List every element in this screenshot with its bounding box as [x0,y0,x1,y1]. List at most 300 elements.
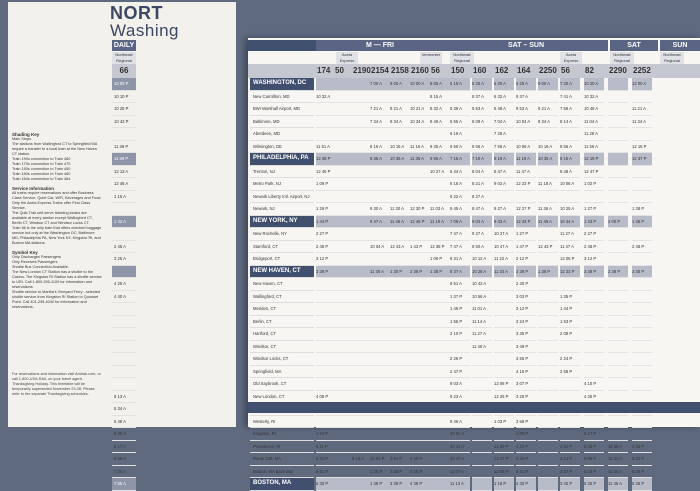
station-label: New Haven, CT [250,278,314,291]
time-cell: 10 20 A [584,78,604,91]
time-cell: 10 25 A [560,203,580,216]
time-cell [334,316,354,329]
time-cell: 10 04 A [516,116,536,129]
time-cell [608,191,628,204]
time-cell [334,466,354,479]
time-cell [584,303,604,316]
time-cell: 7 06 A [450,216,470,229]
time-cell [632,178,652,191]
time-cell: 2 58 P [560,366,580,379]
time-cell [112,228,136,241]
time-cell [390,228,410,241]
symbol-note: Shuttle service to Martha's Vineyard Ferry - selected shuttle service from Kingston RI Station to Quonset Point. Call 401-295-4040 for information and reservations. [12,290,101,309]
time-cell [352,153,372,166]
time-cell: 1 06 P [430,253,450,266]
time-cell [410,178,430,191]
time-cell: 3 12 P [516,303,536,316]
time-cell [352,441,372,454]
time-cell: 4 25 A [112,278,136,291]
time-cell [494,291,514,304]
train-time-column [584,78,604,491]
time-cell: 3 35 P [632,266,652,279]
station-label: Bridgeport, CT [250,253,314,266]
time-cell [516,128,536,141]
time-cell: 2 24 P [560,353,580,366]
time-cell [494,278,514,291]
time-cell: 10 42 P [112,116,136,129]
left-time-column [112,78,136,491]
time-cell: 3 25 A [112,253,136,266]
time-cell: 8 15 A [430,91,450,104]
time-cell [472,466,492,479]
time-cell: 9 03 A [450,378,470,391]
time-cell [430,328,450,341]
service-note: All trains require reservations and offer Business Class Service, Quiet Car, WiFi, Beverages and Food. [12,191,102,200]
time-cell: 6 50 A [450,141,470,154]
time-cell [608,116,628,129]
station-label: Newark, NJ [250,203,314,216]
time-cell [112,366,136,379]
time-cell: 7 21 A [370,103,390,116]
time-cell: 5 37 A [472,91,492,104]
time-cell: 2 38 P [410,266,430,279]
time-cell [370,353,390,366]
time-cell: 1 46 P [450,303,470,316]
sun-tab: SUN [660,40,700,51]
time-cell [352,141,372,154]
time-cell: 6 17 A [112,441,136,454]
time-cell [632,278,652,291]
time-cell [608,316,628,329]
time-cell [632,128,652,141]
time-cell [370,228,390,241]
sat-sun-tab: SAT – SUN [444,40,608,51]
time-cell [472,453,492,466]
station-hub-label: WASHINGTON, DC [250,78,314,91]
time-cell: 1 09 P [316,178,336,191]
symbol-note: The New London CT Station has a shuttle to the Casino. The Kingston RI Station has a shuttle service to URI. Call 1-800-295-1100 for information and reservations. [12,270,102,289]
time-cell: 11 36 P [112,141,136,154]
train-time-column [370,78,390,491]
time-cell: 6 58 A [112,453,136,466]
time-cell: 10 44 A [560,216,580,229]
time-cell: 10 34 A [410,116,430,129]
time-cell: 1 27 P [516,228,536,241]
time-cell [334,241,354,254]
time-cell [410,166,430,179]
time-cell: 4 09 P [516,428,536,441]
time-cell [430,428,450,441]
time-cell [538,353,558,366]
time-cell: 3 14 P [560,453,580,466]
time-cell [370,291,390,304]
train-number: 2154 [371,66,389,75]
time-cell [334,253,354,266]
time-cell: 6 18 P [584,466,604,479]
symbol-note: Only Discharges Passengers [12,255,61,259]
time-cell: 7 15 A [450,153,470,166]
time-cell: 11 47 A [560,241,580,254]
time-cell: 9 56 A [430,153,450,166]
time-cell [112,316,136,329]
station-label: Berlin, CT [250,316,314,329]
time-cell [370,328,390,341]
time-cell: 9 43 A [494,216,514,229]
time-cell [334,441,354,454]
station-label: Newark Liberty Intl. Airport, NJ [250,191,314,204]
time-cell: 4 16 P [516,366,536,379]
symbol-note: Shuttle Bus Connection Available. [12,265,69,269]
time-cell [450,341,470,354]
time-cell [608,278,628,291]
shading-note: Train 170s connection to Train 470 [12,162,71,166]
time-cell: 1 03 P [494,416,514,429]
station-hub-label: BOSTON, MA [250,478,314,491]
time-cell: 4 25 P [410,466,430,479]
time-cell: 3 55 P [516,353,536,366]
station-label: New London, CT [250,391,314,404]
time-cell: 12 38 P [430,241,450,254]
time-cell: 3 25 P [390,466,410,479]
time-cell: 1 26 P [316,203,336,216]
time-cell [410,91,430,104]
time-cell: 11 01 A [472,303,492,316]
time-cell: 9 25 A [516,78,536,91]
train-number: 50 [335,66,344,75]
time-cell [316,328,336,341]
time-cell [390,441,410,454]
station-hub-label: NEW HAVEN, CT [250,266,314,279]
time-cell [494,191,514,204]
time-cell [430,378,450,391]
train-time-column [608,78,628,491]
time-cell [608,328,628,341]
time-cell: 11 51 A [316,141,336,154]
time-cell: 4 30 P [516,478,536,491]
time-cell: 10 28 P [112,103,136,116]
time-cell: 10 32 A [584,91,604,104]
time-cell: 11 27 A [472,328,492,341]
time-cell [430,366,450,379]
train-number: 150 [451,66,465,75]
time-cell [370,341,390,354]
time-cell [538,253,558,266]
time-cell: 8 47 A [494,166,514,179]
time-cell [316,291,336,304]
time-cell: 12 38 P [316,153,336,166]
time-cell [538,478,558,491]
train-number: 82 [585,66,594,75]
station-hub-label: PHILADELPHIA, PA [250,153,314,166]
time-cell: 11 04 A [584,116,604,129]
time-cell [538,166,558,179]
time-cell [390,166,410,179]
time-cell [112,328,136,341]
time-cell: 7 36 A [112,466,136,479]
time-cell: 2 48 P [316,241,336,254]
time-cell [538,416,558,429]
time-cell [560,278,580,291]
time-cell [370,378,390,391]
time-cell: 2 08 P [560,328,580,341]
time-cell [538,378,558,391]
footer-note: For reservations and information visit Amtrak.com, or call 1-800-USA-RAIL on your travel agent. [12,372,101,381]
time-cell [334,153,354,166]
time-cell: 10 32 A [316,91,336,104]
time-cell [494,316,514,329]
time-cell: 11 40 A [472,341,492,354]
time-cell [390,91,410,104]
time-cell: 5 25 A [472,78,492,91]
time-cell: 1 39 P [370,478,390,491]
time-cell: 10 35 A [538,153,558,166]
time-cell: 7 47 A [450,228,470,241]
train-time-column [316,78,336,491]
time-cell: 6 48 A [494,103,514,116]
train-number: 162 [495,66,509,75]
train-number: 56 [561,66,570,75]
time-cell: 4 35 P [584,391,604,404]
time-cell: 5 31 P [316,453,336,466]
time-cell: 5 53 A [472,103,492,116]
time-cell: 12 23 P [516,178,536,191]
time-cell [316,78,336,91]
time-cell [584,341,604,354]
time-cell: 2 12 P [516,253,536,266]
time-cell [410,428,430,441]
time-cell: 2 00 P [608,216,628,229]
time-cell [410,191,430,204]
time-cell: 8 56 A [560,141,580,154]
time-cell [538,328,558,341]
time-cell [334,228,354,241]
time-cell [608,253,628,266]
time-cell: 11 03 A [430,203,450,216]
time-cell [430,278,450,291]
time-cell: 11 56 A [584,141,604,154]
time-cell [390,353,410,366]
time-cell: 9 46 A [450,416,470,429]
time-cell [608,153,628,166]
time-cell: 6 32 A [494,91,514,104]
station-label: Wilmington, DE [250,141,314,154]
time-cell: 1 32 A [112,216,136,229]
service-info-heading: Service Information [12,186,55,191]
time-cell [430,353,450,366]
time-cell: 3 35 P [516,328,536,341]
time-cell: 1 43 P [410,241,430,254]
time-cell: 1 25 P [370,466,390,479]
time-cell: 12 08 P [494,378,514,391]
time-cell: 6 45 A [450,203,470,216]
time-cell: 6 00 A [112,428,136,441]
time-cell [632,428,652,441]
acela-sub-label: Acela Express [336,52,358,64]
time-cell [538,228,558,241]
time-cell [334,103,354,116]
time-cell [608,91,628,104]
time-cell: 8 32 A [430,103,450,116]
time-cell [316,303,336,316]
time-cell: 3 49 P [516,341,536,354]
time-cell [334,378,354,391]
train-number: 2190 [353,66,371,75]
time-cell: 2 48 P [584,241,604,254]
time-cell: 6 16 A [450,178,470,191]
time-cell: 11 16 A [410,141,430,154]
time-cell [390,378,410,391]
time-cell [632,253,652,266]
time-cell [494,428,514,441]
time-cell [390,178,410,191]
time-cell: 10 24 A [450,441,470,454]
time-cell [334,216,354,229]
time-cell [316,128,336,141]
train-number: 2290 [609,66,627,75]
time-cell: 12 53 P [370,453,390,466]
train-time-column [334,78,354,491]
time-cell: 11 30 A [390,203,410,216]
time-cell [352,103,372,116]
time-cell [390,278,410,291]
time-cell [334,328,354,341]
time-cell: 1 30 P [390,266,410,279]
time-cell [352,128,372,141]
time-cell [334,266,354,279]
time-cell [472,441,492,454]
time-cell: 2 27 P [316,228,336,241]
time-cell: 3 45 P [410,453,430,466]
time-cell [334,478,354,491]
time-cell [352,203,372,216]
time-cell: 1 38 P [632,203,652,216]
time-cell [390,253,410,266]
time-cell: 6 25 P [584,478,604,491]
time-cell: 10 56 A [516,141,536,154]
station-label: BWI Marshall Airport, MD [250,103,314,116]
time-cell [632,291,652,304]
time-cell: 6 30 P [316,478,336,491]
time-cell: 6 22 A [450,191,470,204]
time-cell [472,128,492,141]
station-label: Providence, RI [250,441,314,454]
time-cell: 12 43 P [538,241,558,254]
train-time-column [516,78,536,491]
time-cell [390,416,410,429]
time-cell: 12 19 P [584,153,604,166]
time-cell: 12 58 P [494,466,514,479]
time-cell [560,428,580,441]
time-cell [334,116,354,129]
time-cell [538,91,558,104]
time-cell [608,128,628,141]
time-cell [632,303,652,316]
northeast-sub-label: Northeast Regional [610,52,634,64]
station-label: Westerly, RI [250,416,314,429]
time-cell [370,441,390,454]
time-cell [316,316,336,329]
train-time-column [410,78,430,491]
time-cell [584,366,604,379]
time-cell [352,416,372,429]
time-cell: 5 13 A [112,391,136,404]
daily-tab: DAILY [113,42,135,49]
time-cell: 10 04 A [370,241,390,254]
time-cell [334,178,354,191]
time-cell [334,303,354,316]
time-cell: 3 27 P [560,466,580,479]
time-cell [608,366,628,379]
time-cell: 11 14 A [472,316,492,329]
time-cell [472,366,492,379]
time-cell [112,266,136,279]
time-cell [608,428,628,441]
time-cell [370,191,390,204]
time-cell: 8 04 A [472,166,492,179]
time-cell [390,303,410,316]
time-cell [334,78,354,91]
time-cell: 3 07 P [516,378,536,391]
time-cell [472,353,492,366]
time-cell: 12 29 P [494,441,514,454]
time-cell [112,353,136,366]
time-cell: 12 47 P [494,453,514,466]
time-cell: 8 37 A [450,266,470,279]
time-cell [352,303,372,316]
service-note: Train 66 is the only train that offers checked baggage service but only at the Washington DC, Baltimore MD, Philadelphia PA, New York NY, Kingston RI, and Boston MA stations. [12,226,102,245]
time-cell: 8 35 A [370,153,390,166]
time-cell [334,203,354,216]
time-cell: 4 43 P [516,453,536,466]
time-cell: 10 47 A [494,241,514,254]
time-cell [370,366,390,379]
time-cell [352,266,372,279]
time-cell: 10 47 A [450,453,470,466]
time-cell [632,328,652,341]
service-note: Only the Acela Express Trains offer First Class Service. [12,201,91,210]
time-cell [410,228,430,241]
spacer-tab [248,40,316,51]
time-cell: 9 21 A [538,103,558,116]
station-label: Metro Park, NJ [250,178,314,191]
time-cell: 11 19 A [430,216,450,229]
time-cell [450,91,470,104]
time-cell [390,316,410,329]
time-cell: 12 37 P [632,153,652,166]
station-list [250,78,314,491]
time-cell [370,428,390,441]
time-cell: 11 31 A [608,453,628,466]
train-time-column [450,78,470,491]
station-label: Stamford, CT [250,241,314,254]
train-number: 2250 [539,66,557,75]
time-cell: 11 22 A [494,253,514,266]
time-cell: 3 38 P [316,266,336,279]
time-cell: 7 55 A [112,478,136,491]
time-cell [316,416,336,429]
time-cell [334,353,354,366]
time-cell: 3 12 P [316,253,336,266]
time-cell [430,291,450,304]
time-cell: 9 48 A [560,166,580,179]
shading-note: Train 160s connection to Train 460 [12,172,71,176]
time-cell [334,416,354,429]
time-cell [352,291,372,304]
time-cell [334,341,354,354]
time-cell: 12 46 P [410,216,430,229]
time-cell [352,353,372,366]
time-cell [410,341,430,354]
